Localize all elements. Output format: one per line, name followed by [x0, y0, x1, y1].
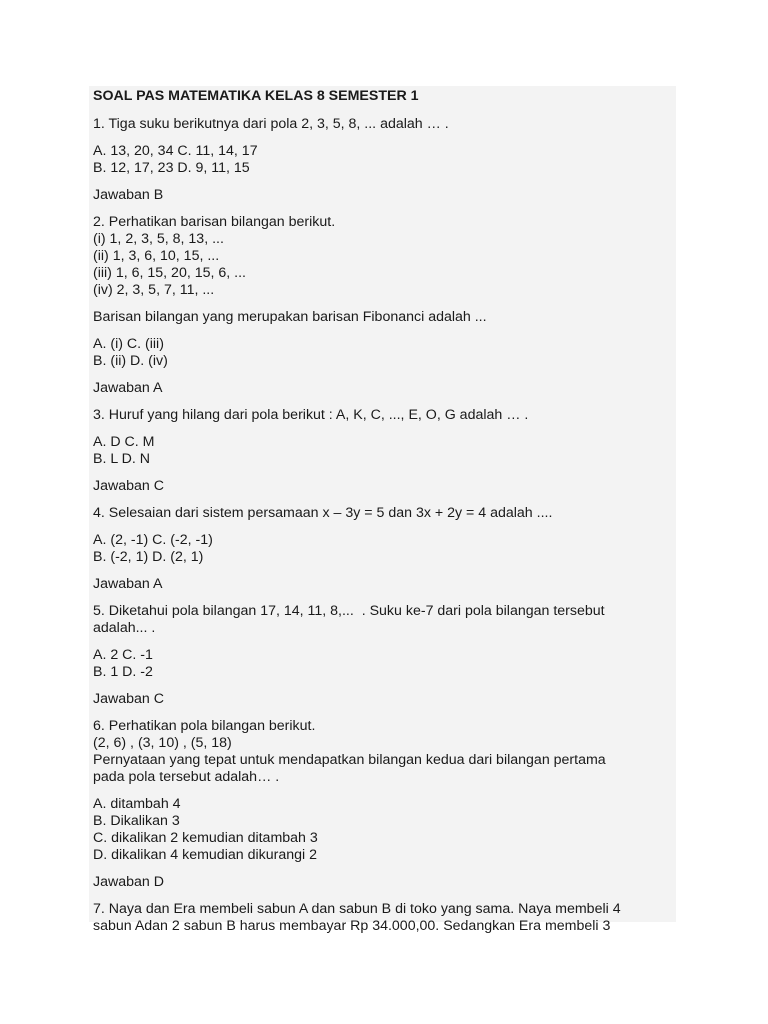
text-line: 7. Naya dan Era membeli sabun A dan sabun B di toko yang sama. Naya membeli 4 [93, 901, 621, 917]
text-line: Jawaban C [93, 478, 164, 494]
text-line: B. Dikalikan 3 [93, 813, 180, 829]
text-block [93, 718, 676, 786]
text-line: 6. Perhatikan pola bilangan berikut. [93, 718, 316, 734]
document-body [93, 116, 676, 935]
text-block [93, 380, 676, 397]
text-block [93, 874, 676, 891]
text-line: D. dikalikan 4 kemudian dikurangi 2 [93, 847, 317, 863]
text-line: A. (i) C. (iii) [93, 336, 164, 352]
text-line: C. dikalikan 2 kemudian ditambah 3 [93, 830, 318, 846]
text-block [93, 336, 676, 370]
text-block [93, 532, 676, 566]
text-line: pada pola tersebut adalah… . [93, 769, 280, 785]
text-block [93, 796, 676, 864]
text-line: (2, 6) , (3, 10) , (5, 18) [93, 735, 232, 751]
text-line: B. L D. N [93, 451, 151, 467]
text-line: A. D C. M [93, 434, 155, 450]
text-line: Jawaban A [93, 380, 163, 396]
document-title: SOAL PAS MATEMATIKA KELAS 8 SEMESTER 1 [93, 88, 419, 104]
text-block [93, 603, 676, 637]
text-block [93, 901, 676, 935]
text-block [93, 478, 676, 495]
text-line: Jawaban B [93, 187, 164, 203]
text-line: A. (2, -1) C. (-2, -1) [93, 532, 213, 548]
text-line: B. 1 D. -2 [93, 664, 153, 680]
text-line: Jawaban C [93, 691, 164, 707]
text-line: adalah... . [93, 620, 156, 636]
text-block [93, 143, 676, 177]
text-block [93, 691, 676, 708]
text-block [93, 576, 676, 593]
text-line: 3. Huruf yang hilang dari pola berikut : A, K, C, ..., E, O, G adalah … . [93, 407, 529, 423]
text-line: 2. Perhatikan barisan bilangan berikut. [93, 214, 336, 230]
document-page [89, 86, 676, 934]
text-line: B. (-2, 1) D. (2, 1) [93, 549, 204, 565]
text-line: Pernyataan yang tepat untuk mendapatkan bilangan kedua dari bilangan pertama [93, 752, 606, 768]
text-block [93, 309, 676, 326]
text-line: sabun Adan 2 sabun B harus membayar Rp 34.000,00. Sedangkan Era membeli 3 [93, 918, 611, 934]
text-line: 5. Diketahui pola bilangan 17, 14, 11, 8,... . Suku ke-7 dari pola bilangan tersebut [93, 603, 605, 619]
text-block [93, 434, 676, 468]
text-block [93, 647, 676, 681]
text-line: (iv) 2, 3, 5, 7, 11, ... [93, 282, 215, 298]
text-line: Jawaban D [93, 874, 164, 890]
text-block [93, 116, 676, 133]
text-block [93, 187, 676, 204]
text-block [93, 407, 676, 424]
document-content [89, 86, 676, 935]
text-line: (i) 1, 2, 3, 5, 8, 13, ... [93, 231, 224, 247]
text-line: B. 12, 17, 23 D. 9, 11, 15 [93, 160, 250, 176]
text-block [93, 505, 676, 522]
text-line: Jawaban A [93, 576, 163, 592]
text-line: A. ditambah 4 [93, 796, 181, 812]
text-block [93, 214, 676, 299]
text-line: (ii) 1, 3, 6, 10, 15, ... [93, 248, 220, 264]
text-line: (iii) 1, 6, 15, 20, 15, 6, ... [93, 265, 246, 281]
text-line: B. (ii) D. (iv) [93, 353, 168, 369]
text-line: A. 13, 20, 34 C. 11, 14, 17 [93, 143, 258, 159]
text-line: A. 2 C. -1 [93, 647, 153, 663]
text-line: Barisan bilangan yang merupakan barisan Fibonanci adalah ... [93, 309, 487, 325]
text-line: 4. Selesaian dari sistem persamaan x – 3y = 5 dan 3x + 2y = 4 adalah .... [93, 505, 553, 521]
text-line: 1. Tiga suku berikutnya dari pola 2, 3, 5, 8, ... adalah … . [93, 116, 449, 132]
